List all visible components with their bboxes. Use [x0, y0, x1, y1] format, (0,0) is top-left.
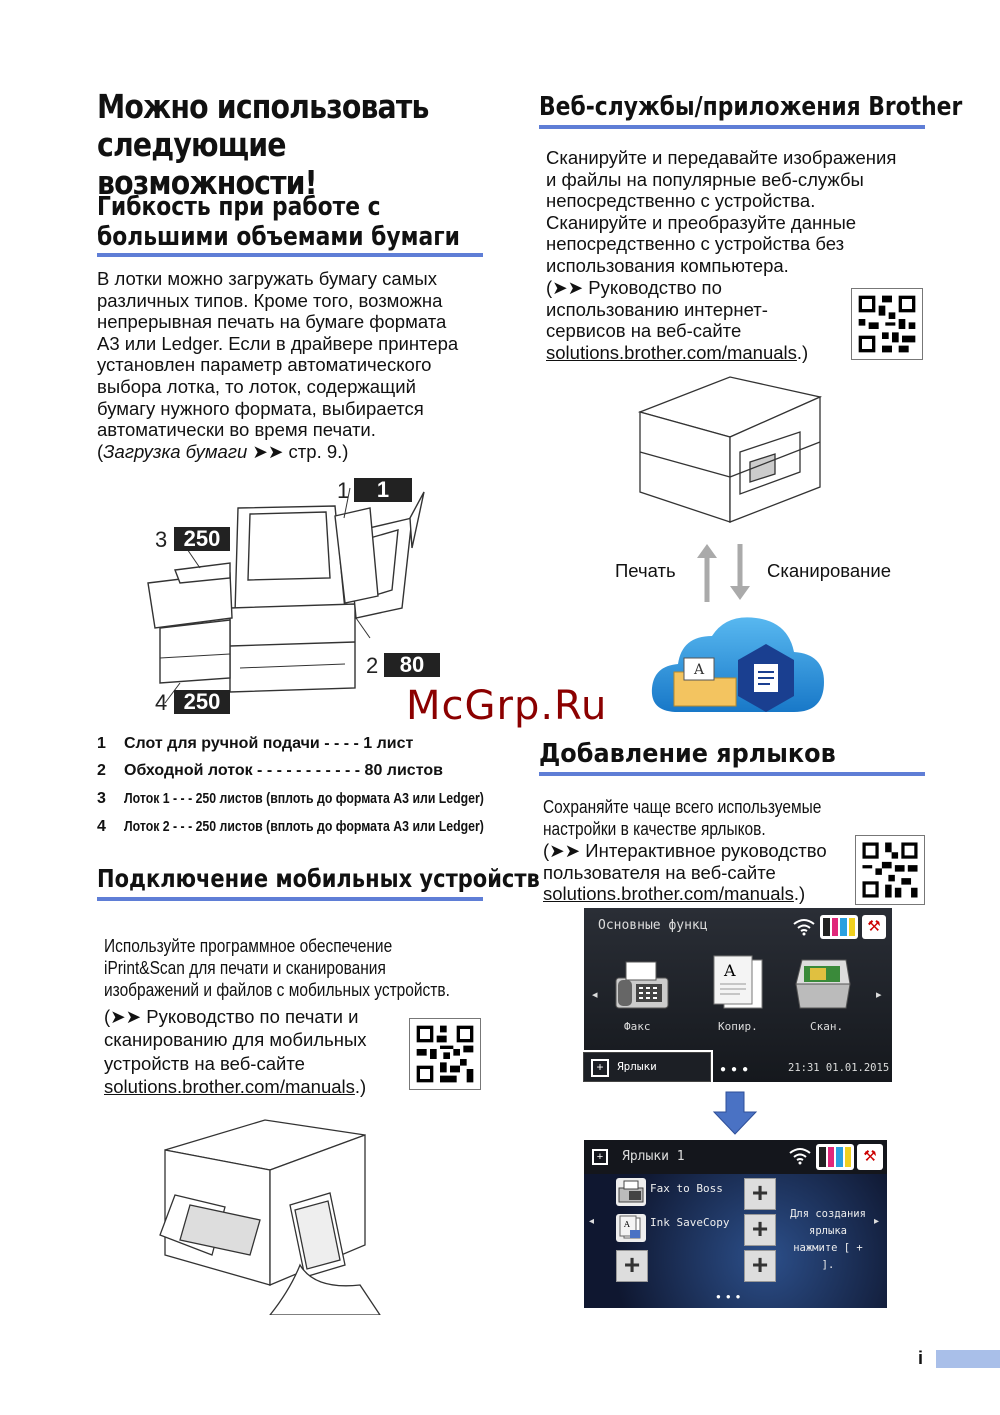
printer-illustration: [630, 372, 830, 532]
settings-icon[interactable]: ⚒: [857, 1144, 883, 1170]
mobile-body: Используйте программное обеспечение iPrint&Scan для печати и сканирования изображений и файлов с мобильных устройств.: [104, 936, 450, 1000]
add-shortcut-button[interactable]: +: [744, 1250, 776, 1282]
list-item: 3 Лоток 1 - - - 250 листов (вплоть до формата А3 или Ledger): [97, 790, 484, 807]
cloud-icon: [648, 608, 828, 718]
list-item: 2 Обходной лоток - - - - - - - - - - - 80 листов: [97, 762, 443, 779]
svg-text:A: A: [693, 662, 705, 678]
copy-shortcut-icon[interactable]: [616, 1214, 646, 1242]
ink-level-icon[interactable]: [820, 915, 858, 939]
shortcuts-body: Сохраняйте чаще всего используемые настройки в качестве ярлыков.: [543, 797, 822, 839]
web-ref: (➤➤ Руководство по использованию интернет- сервисов на веб-сайте solutions.brother.com/manuals.): [546, 277, 809, 363]
shortcut-sheet-icon: +: [592, 1149, 608, 1165]
svg-text:A: A: [724, 961, 736, 980]
mobile-manuals-link[interactable]: solutions.brother.com/manuals: [104, 1076, 355, 1098]
scan-label: Сканирование: [767, 560, 892, 581]
web-heading: Веб-службы/приложения Brother: [539, 92, 963, 122]
add-shortcut-button[interactable]: +: [744, 1178, 776, 1210]
shortcut-fax-label: Fax to Boss: [650, 1182, 723, 1195]
add-shortcut-button[interactable]: +: [744, 1214, 776, 1246]
ink-level-icon[interactable]: [816, 1144, 854, 1170]
settings-icon[interactable]: ⚒: [862, 915, 886, 939]
fax-label: Факс: [624, 1020, 651, 1033]
wifi-icon: [792, 918, 816, 936]
list-item: 1 Слот для ручной подачи - - - - 1 лист: [97, 735, 414, 752]
scroll-right-icon[interactable]: ▸: [876, 989, 882, 1001]
list-item: 4 Лоток 2 - - - 250 листов (вплоть до формата А3 или Ledger): [97, 818, 484, 835]
page-dots: ●●●: [720, 1064, 754, 1075]
paper-heading-rule: [97, 253, 483, 257]
print-label: Печать: [615, 560, 676, 581]
copy-label: Копир.: [718, 1020, 758, 1033]
qr-code-web: [851, 288, 923, 360]
page-dots: ●●●: [716, 1292, 746, 1301]
callout-badge-3: 250: [174, 527, 230, 551]
qr-code-shortcuts: [855, 835, 925, 905]
scroll-right-icon[interactable]: ▸: [874, 1216, 880, 1227]
add-shortcut-icon: +: [591, 1059, 609, 1077]
wifi-icon: [788, 1147, 812, 1165]
shortcuts-heading-rule: [539, 772, 925, 776]
callout-badge-1: 1: [354, 478, 412, 502]
qr-code-mobile: [409, 1018, 481, 1090]
web-body: Сканируйте и передавайте изображения и файлы на популярные веб-службы непосредственно с устройства. Сканируйте и преобразуйте данные непосредственно с устройства без использования компьютера.: [546, 147, 897, 276]
screen1-title: Основные функц: [598, 918, 708, 933]
callout-badge-2: 80: [384, 653, 440, 677]
printer-trays-illustration: [130, 478, 450, 718]
screen-datetime: 21:31 01.01.2015: [788, 1062, 890, 1074]
add-shortcut-button[interactable]: +: [616, 1250, 648, 1282]
callout-number-3: 3: [155, 527, 168, 552]
page-tab-marker: [936, 1350, 1000, 1368]
web-manuals-link[interactable]: solutions.brother.com/manuals: [546, 341, 797, 363]
scan-label-screen: Скан.: [810, 1020, 844, 1033]
callout-number-1: 1: [337, 478, 350, 503]
watermark: McGrp.Ru: [406, 683, 608, 729]
shortcuts-heading: Добавление ярлыков: [539, 739, 836, 769]
copy-icon[interactable]: [710, 954, 770, 1014]
mobile-heading-rule: [97, 897, 483, 901]
paper-ref: (Загрузка бумаги ➤➤ стр. 9.): [97, 440, 349, 462]
scroll-left-icon[interactable]: ◂: [592, 989, 598, 1001]
page-number: i: [918, 1348, 924, 1368]
screen2-title: Ярлыки 1: [622, 1149, 685, 1164]
mobile-heading: Подключение мобильных устройств: [97, 864, 540, 893]
touchscreen-shortcuts: [584, 1140, 887, 1308]
mobile-ref: (➤➤ Руководство по печати и сканированию для мобильных устройств на веб-сайте solutions.brother.com/manuals.): [104, 1006, 367, 1098]
callout-number-4: 4: [155, 690, 168, 715]
callout-badge-4: 250: [174, 690, 230, 714]
shortcut-hint: Для создания ярлыка нажмите [ + ].: [790, 1208, 866, 1271]
print-scan-arrows-icon: [690, 540, 760, 606]
printer-phone-illustration: [150, 1115, 410, 1315]
web-heading-rule: [539, 125, 925, 129]
touchscreen-home: [584, 908, 892, 1082]
shortcuts-manuals-link[interactable]: solutions.brother.com/manuals: [543, 883, 794, 905]
paper-heading: Гибкость при работе с большими объемами бумаги: [97, 192, 460, 252]
callout-number-2: 2: [366, 653, 379, 678]
shortcut-inksave-label: Ink SaveCopy: [650, 1216, 730, 1229]
arrow-down-icon: [712, 1090, 758, 1136]
scroll-left-icon[interactable]: ◂: [589, 1216, 595, 1227]
fax-shortcut-icon[interactable]: [616, 1178, 646, 1206]
svg-text:A: A: [624, 1220, 630, 1229]
paper-body: В лотки можно загружать бумагу самых различных типов. Кроме того, возможна непрерывная печать на бумаге формата А3 или Ledger. Если в драйвере принтера установлен параметр автоматического выбора лотка, то лоток, содержащий бумагу нужного формата, выбирается автоматически во время печати. (Загрузка бумаги ➤➤ стр. 9.): [97, 268, 497, 462]
page-title: Можно использовать следующие возможности!: [97, 87, 429, 202]
fax-icon[interactable]: [612, 958, 672, 1012]
shortcuts-ref: (➤➤ Интерактивное руководство пользователя на веб-сайте solutions.brother.com/manuals.): [543, 840, 827, 905]
shortcuts-button[interactable]: + Ярлыки: [581, 1050, 713, 1084]
scan-icon[interactable]: [790, 954, 856, 1014]
